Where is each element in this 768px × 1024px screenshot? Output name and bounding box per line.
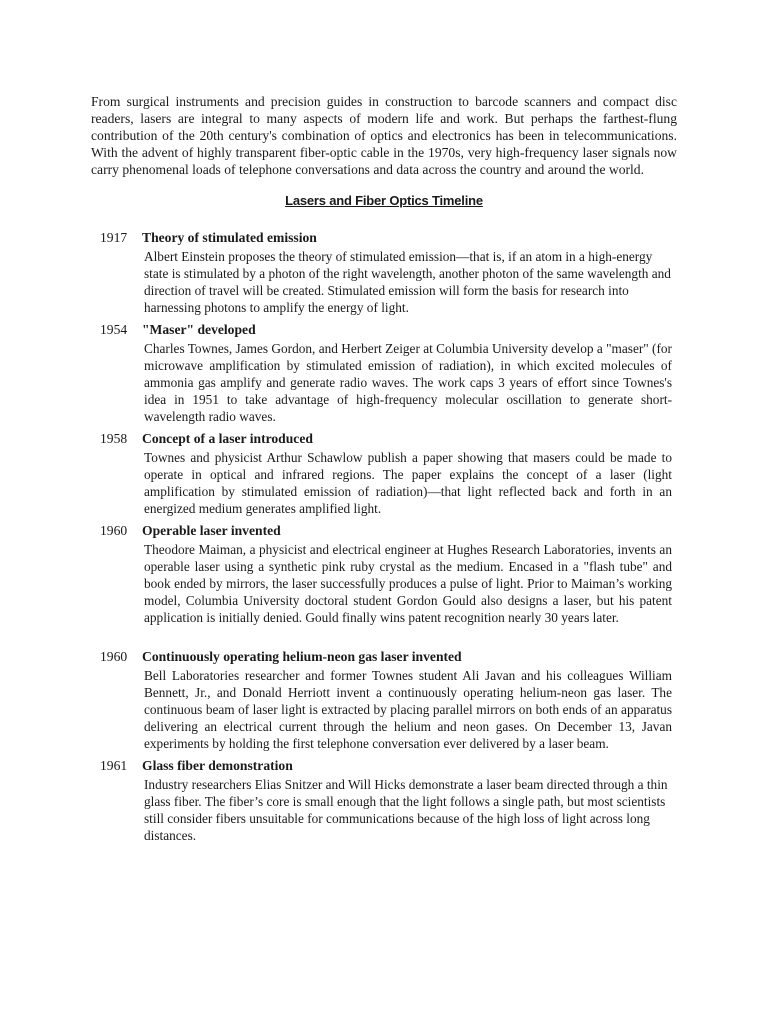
entry-body: Albert Einstein proposes the theory of stimulated emission—that is, if an atom in a high-energy state is stimulated by a photon of the right wavelength, another photon of the same wavelength and direction of travel will be created. Stimulated emission will form the basis for research into harnessing photons to amplify the energy of light.	[144, 249, 671, 315]
intro-paragraph: From surgical instruments and precision guides in construction to barcode scanners and compact disc readers, lasers are integral to many aspects of modern life and work. But perhaps the farthest-flung contribution of the 20th century's combination of optics and electronics has been in telecommunications. With the advent of highly transparent fiber-optic cable in the 1970s, very high-frequency laser signals now carry phenomenal loads of telephone conversations and data across the country and around the world.	[91, 94, 677, 177]
entry-body: Industry researchers Elias Snitzer and Will Hicks demonstrate a laser beam directed through a thin glass fiber. The fiber’s core is small enough that the light follows a single path, but most scientists still consider fibers unsuitable for communications because of the high loss of light across long distances.	[144, 777, 668, 843]
entry-year: 1958	[100, 431, 128, 446]
entry-year: 1954	[100, 322, 128, 337]
entry-body: Charles Townes, James Gordon, and Herbert Zeiger at Columbia University develop a "maser" (for microwave amplification by stimulated emission of radiation), in which excited molecules of ammonia gas amplify and generate radio waves. The work caps 3 years of effort since Townes's idea in 1951 to take advantage of high-frequency molecular oscillation to generate short-wavelength radio waves.	[144, 341, 672, 424]
entry-heading: Theory of stimulated emission	[142, 230, 317, 245]
entry-heading: Continuously operating helium-neon gas laser invented	[142, 649, 462, 664]
entry-body: Theodore Maiman, a physicist and electrical engineer at Hughes Research Laboratories, invents an operable laser using a synthetic pink ruby crystal as the medium. Encased in a "flash tube" and book ended by mirrors, the laser successfully produces a pulse of light. Prior to Maiman’s working model, Columbia University doctoral student Gordon Gould also designs a laser, but his patent application is initially denied. Gould finally wins patent recognition nearly 30 years later.	[144, 542, 672, 625]
entry-heading: Operable laser invented	[142, 523, 281, 538]
entry-heading: "Maser" developed	[142, 322, 256, 337]
entry-year: 1960	[100, 649, 128, 664]
entry-year: 1917	[100, 230, 128, 245]
entry-body: Townes and physicist Arthur Schawlow publish a paper showing that masers could be made to operate in optical and infrared regions. The paper explains the concept of a laser (light amplification by stimulated emission of radiation)—that light reflected back and forth in an energized medium generates amplified light.	[144, 450, 672, 516]
entry-year: 1960	[100, 523, 128, 538]
document-title: Lasers and Fiber Optics Timeline	[285, 193, 483, 208]
entry-heading: Glass fiber demonstration	[142, 758, 293, 773]
entry-year: 1961	[100, 758, 128, 773]
entry-heading: Concept of a laser introduced	[142, 431, 313, 446]
entry-body: Bell Laboratories researcher and former Townes student Ali Javan and his colleagues William Bennett, Jr., and Donald Herriott invent a continuously operating helium-neon gas laser. The continuous beam of laser light is extracted by placing parallel mirrors on both ends of an apparatus delivering an electrical current through the helium and neon gases. On December 13, Javan experiments by holding the first telephone conversation ever delivered by a laser beam.	[144, 668, 672, 751]
